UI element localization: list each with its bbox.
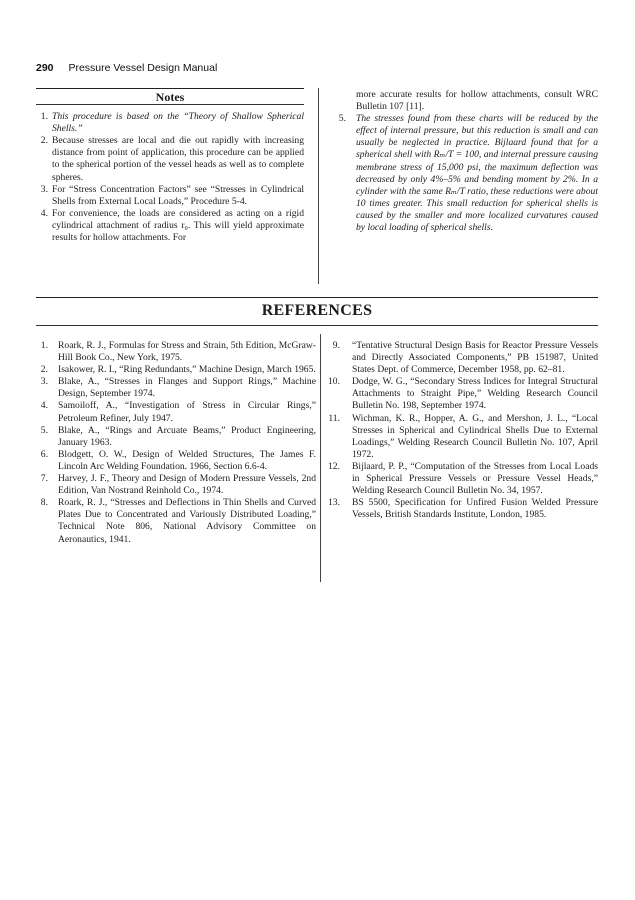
notes-column-divider [318,88,319,284]
reference-number: 10. [328,376,340,388]
note-text: This procedure is based on the “Theory of Shallow Spherical Shells.” [52,111,304,135]
reference-item [36,340,316,364]
reference-item [36,497,316,545]
reference-text: Roark, R. J., “Stresses and Deflections in Thin Shells and Curved Plates Due to Concentrated and Variously Distributed Loading,” Technical Note 806, National Advisory Committee on Aeronautics, 1941. [58,497,316,545]
references-left-column [36,340,316,546]
note-number: 2. [40,135,48,147]
note-item [36,208,304,244]
reference-item [36,425,316,449]
reference-number: 4. [40,400,48,412]
reference-number: 5. [40,424,48,436]
reference-text: Samoiloff, A., “Investigation of Stress in Circular Rings,” Petroleum Refiner, July 1947. [58,400,316,424]
reference-item [36,449,316,473]
reference-number: 7. [40,473,48,485]
notes-list [36,111,304,244]
reference-text: Roark, R. J., Formulas for Stress and Strain, 5th Edition, McGraw-Hill Book Co., New York, 1975. [58,340,316,364]
note-number: 3. [40,183,48,195]
references-title-rule [36,325,598,326]
notes-left-column [36,88,304,244]
reference-number: 2. [40,364,48,376]
note-number: 1. [40,111,48,123]
notes-list-continued [334,113,598,234]
notes-title-rule [36,104,304,105]
references-list-left [36,340,316,546]
reference-item [328,413,598,461]
reference-number: 13. [328,497,340,509]
note-text: For convenience, the loads are considered as acting on a rigid cylindrical attachment of radius r₀. This will yield approximate results for hollow attachments. For [52,207,304,244]
reference-item [328,340,598,376]
page-number: 290 [36,62,54,74]
note-4-continuation: more accurate results for hollow attachments, consult WRC Bulletin 107 [11]. [356,89,598,113]
notes-right-column [334,89,598,234]
running-header [36,62,217,74]
note-item [36,135,304,183]
reference-number: 9. [332,340,340,351]
note-item [36,111,304,135]
reference-item [36,376,316,400]
reference-item [328,461,598,497]
reference-text: Isakower, R. I., “Ring Redundants,” Machine Design, March 1965. [58,364,316,376]
book-title: Pressure Vessel Design Manual [68,62,218,74]
reference-number: 1. [40,340,48,351]
note-text: Because stresses are local and die out rapidly with increasing distance from point of application, this procedure can be applied to the spherical portion of the vessel heads as well as to complete spheres. [52,135,304,183]
notes-title: Notes [155,90,185,104]
reference-text: Wichman, K. R., Hopper, A. G., and Mershon, J. L., “Local Stresses in Spherical and Cylindrical Shells Due to External Loadings,” Welding Research Council Bulletin No. 107, April 1972. [352,412,598,460]
reference-number: 8. [40,497,48,509]
note-number: 5. [338,113,346,125]
reference-text: Blodgett, O. W., Design of Welded Structures, The James F. Lincoln Arc Welding Foundation. 1966, Section 6.6-4. [58,448,316,472]
reference-item [36,364,316,376]
reference-item [36,400,316,424]
reference-number: 12. [328,460,340,472]
reference-text: “Tentative Structural Design Basis for Reactor Pressure Vessels and Directly Associated Components,” PB 151987, United States Dept. of Commerce, December 1958, pp. 62–81. [352,340,598,376]
references-title: REFERENCES [261,302,373,319]
reference-number: 3. [40,376,48,388]
reference-text: Blake, A., “Stresses in Flanges and Support Rings,” Machine Design, September 1974. [58,376,316,400]
references-column-divider [320,334,321,582]
note-text: The stresses found from these charts will be reduced by the effect of internal pressure, but this reduction is small and can usually be neglected in practice. Bijlaard found that for a spherical shell with Rₘ/T = 100, and internal pressure causing membrane stress of 15,000 psi, the maximum deflection was decreased by only 4%–5% and bending moment by 2%. In a cylinder with the same Rₘ/T ratio, these reductions were about 10 times greater. This small reduction for spherical shells is caused by the smaller and more localized curvatures caused by local loading of spherical shells. [356,113,598,234]
references-top-rule [36,297,598,298]
note-item [36,184,304,208]
note-text: For “Stress Concentration Factors” see “Stresses in Cylindrical Shells from External Local Loads,” Procedure 5-4. [52,183,304,207]
reference-item [328,376,598,412]
reference-number: 6. [40,448,48,460]
reference-text: Blake, A., “Rings and Arcuate Beams,” Product Engineering, January 1963. [58,424,316,448]
references-list-right [328,340,598,521]
reference-text: Harvey, J. F., Theory and Design of Modern Pressure Vessels, 2nd Edition, Van Nostrand Reinhold Co., 1974. [58,473,316,497]
reference-item [36,473,316,497]
references-right-column [328,340,598,521]
reference-text: BS 5500, Specification for Unfired Fusion Welded Pressure Vessels, British Standards Institute, London, 1985. [352,497,598,521]
note-number: 4. [40,207,48,219]
note-item [334,113,598,234]
reference-text: Bijlaard, P. P., “Computation of the Stresses from Local Loads in Spherical Pressure Vessels or Pressure Vessel Heads,” Welding Research Council Bulletin No. 34, 1957. [352,460,598,497]
reference-number: 11. [328,412,340,424]
reference-item [328,497,598,521]
reference-text: Dodge, W. G., “Secondary Stress Indices for Integral Structural Attachments to Straight Pipe,” Welding Research Council Bulletin No. 198, September 1974. [352,376,598,412]
